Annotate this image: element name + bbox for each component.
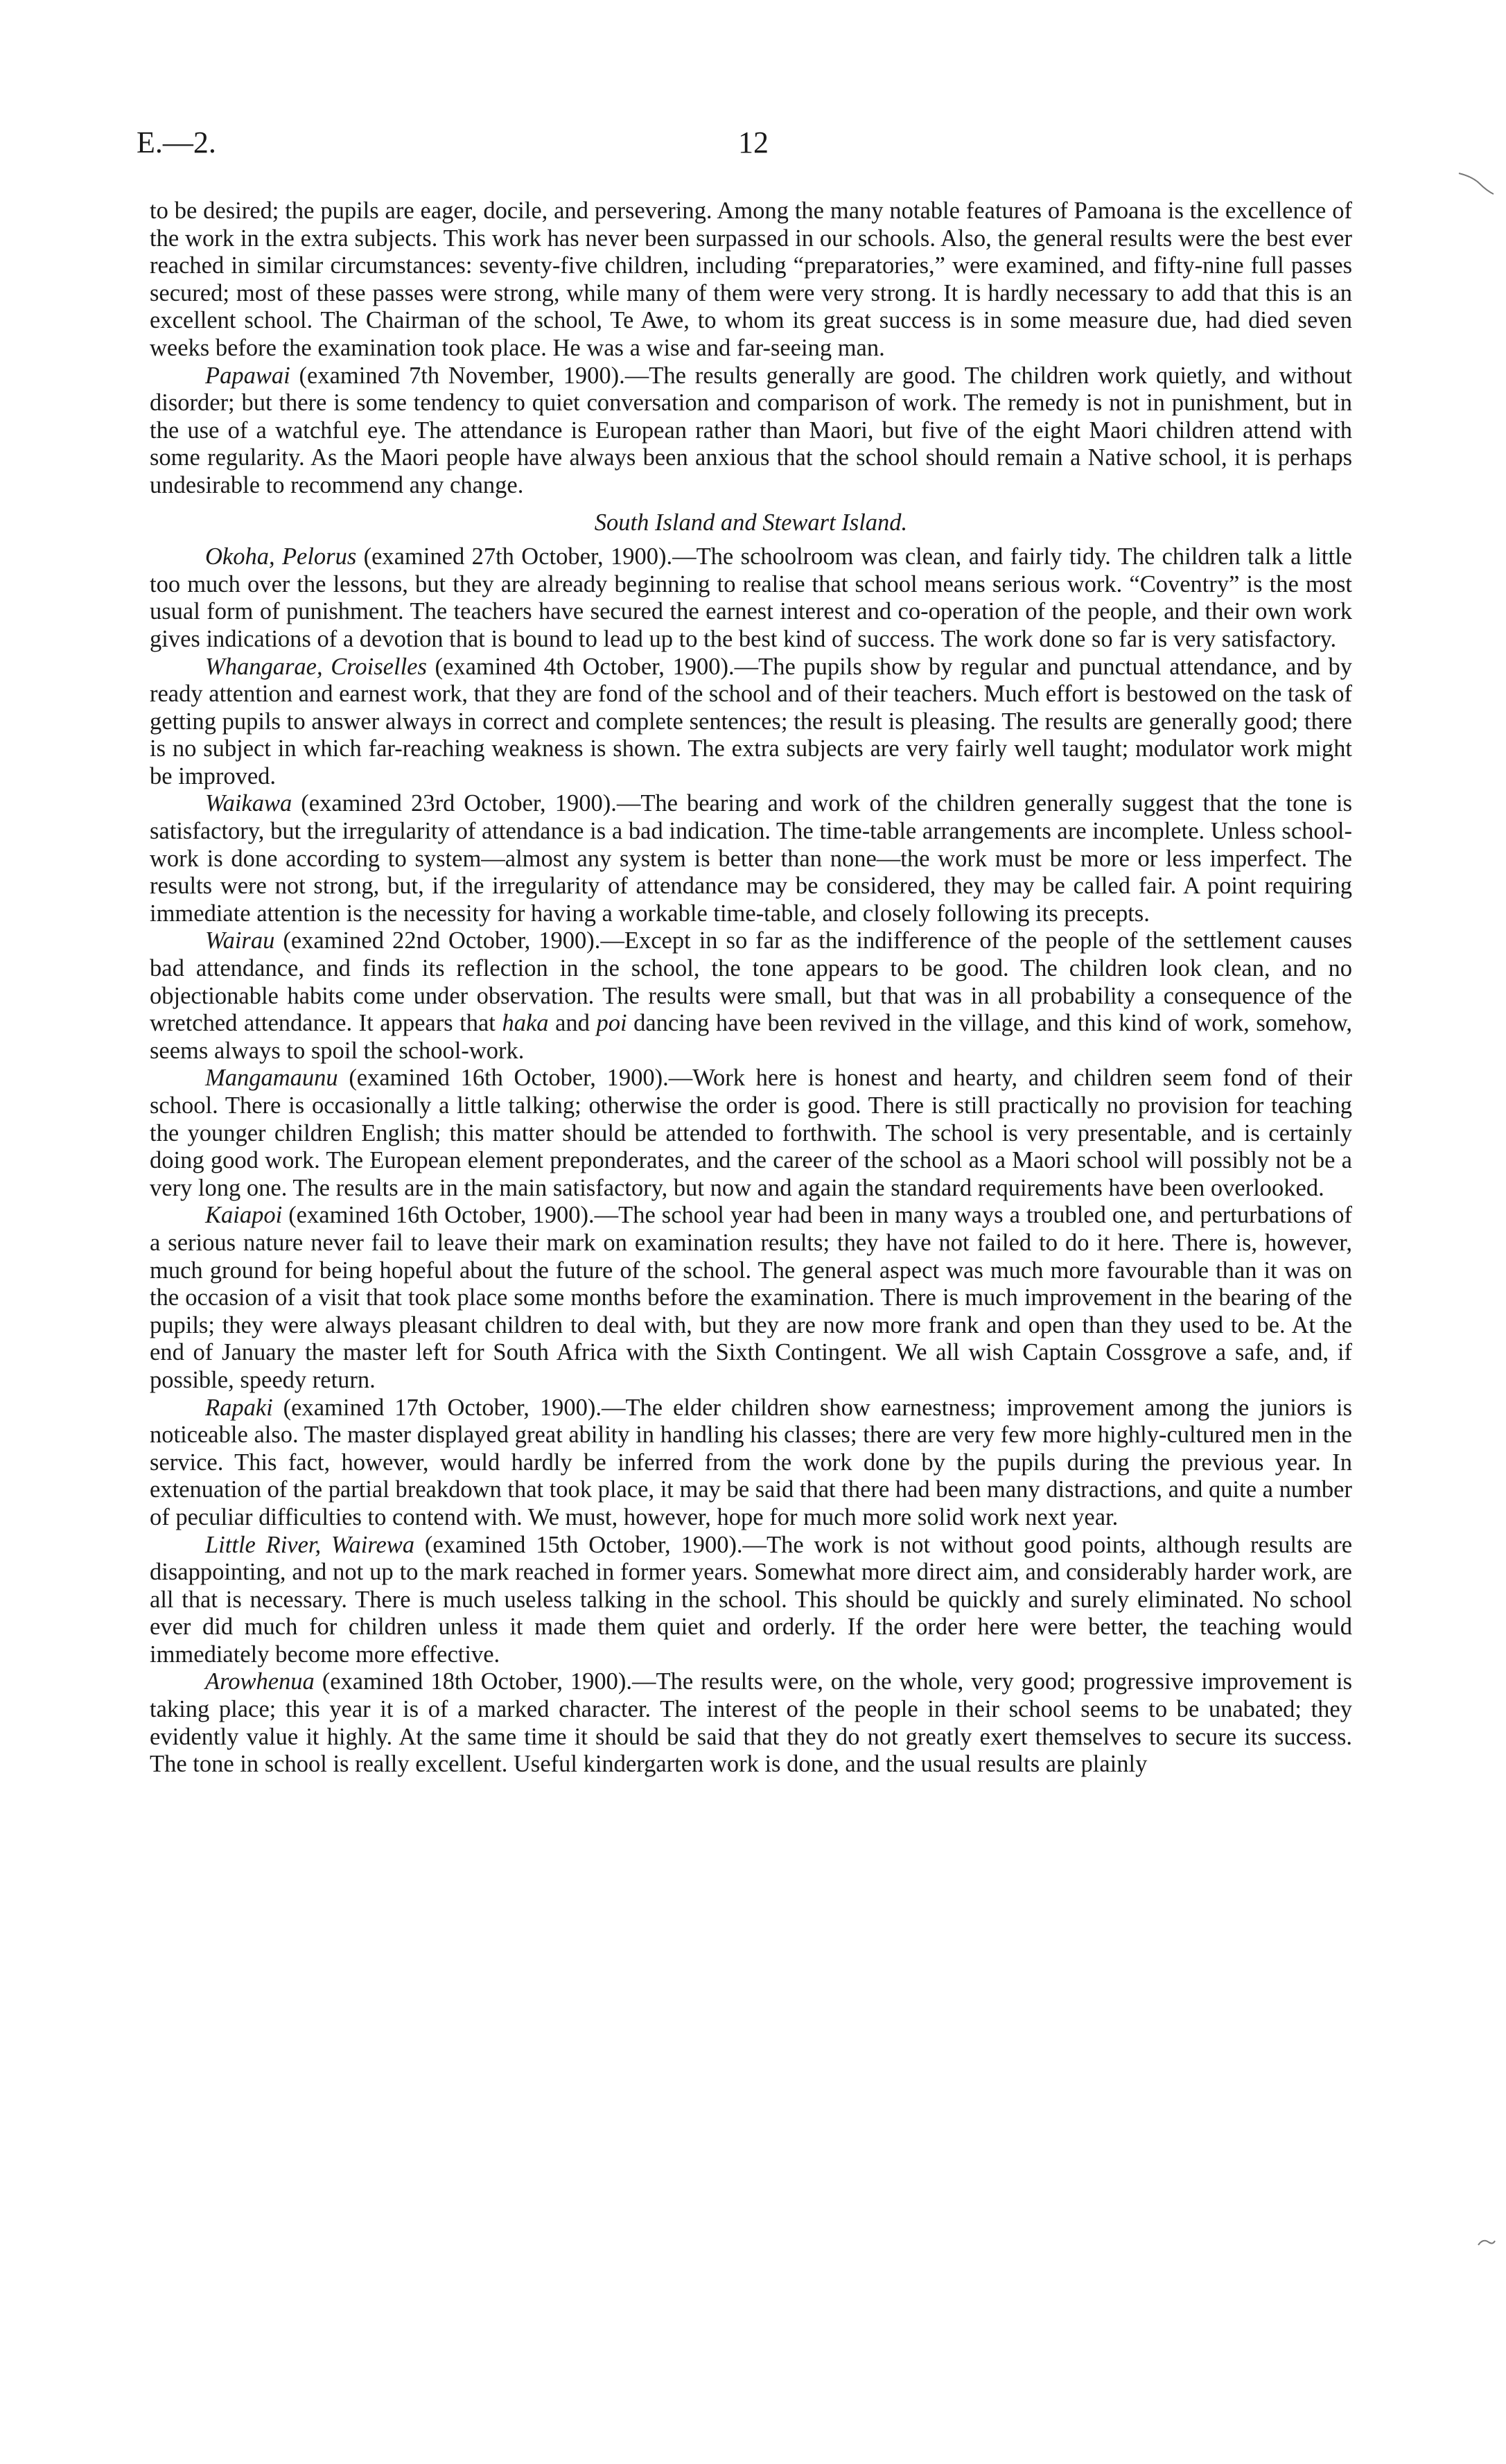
paragraph-text: (examined 4th October, 1900).—The pupils show by regular and punctual attendance, and by ready attention and earnest work, that they are fond of the school and of their teachers. Much effort is bestowed on the task of getting pupils to answer always in correct and complete sentences; the result is pleasing. The results are generally good; there is no subject in which far-reaching weakness is shown. The extra subjects are very fairly well taught; modulator work might be improved. [150, 653, 1352, 789]
paragraph-okoha [150, 543, 1352, 653]
paragraph-text: (examined 22nd October, 1900).—Except in so far as the indifference of the people of the settlement causes bad attendance, and finds its reflection in the school, the tone appears to be good. The children look clean, and no objectionable habits come under observation. The results were small, but that was in all probability a consequence of the wretched attendance. It appears that [150, 927, 1352, 1037]
paragraph-wairau [150, 927, 1352, 1065]
paragraph-text: (examined 15th October, 1900).—The work is not without good points, although results are disappointing, and not up to the mark reached in former years. Somewhat more direct aim, and considerably harder work, are all that is necessary. There is much useless talking in the school. This should be quickly and surely eliminated. No school ever did much for children unless it made them quiet and orderly. If the order here were better, the teaching would immediately become more effective. [150, 1531, 1353, 1668]
school-name: Waikawa [205, 790, 292, 817]
school-name: Okoha, Pelorus [205, 543, 357, 570]
paragraph-text: (examined 7th November, 1900).—The results generally are good. The children work quietly, and without disorder; but there is some tendency to quiet conversation and comparison of work. The remedy is not in punishment, but in the use of a watchful eye. The attendance is European rather than Maori, but five of the eight Maori children attend with some regularity. As the Maori people have always been anxious that the school should remain a Native school, it is perhaps undesirable to recommend any change. [150, 362, 1352, 498]
paragraph-text: and [548, 1010, 597, 1037]
paragraph-arowhenua [150, 1668, 1352, 1778]
page-header [137, 125, 1370, 166]
paragraph-text: to be desired; the pupils are eager, docile, and persevering. Among the many notable features of Pamoana is the excellence of the work in the extra subjects. This work has never been surpassed in our schools. Also, the general results were the best ever reached in similar circumstances: seventy-five children, including “preparatories,” were examined, and fifty-nine full passes secured; most of these passes were strong, while many of them were very strong. It is hardly necessary to add that this is an excellent school. The Chairman of the school, Te Awe, to whom its great success is in some measure due, had died seven weeks before the examination took place. He was a wise and far-seeing man. [150, 198, 1352, 361]
school-name: Wairau [205, 927, 275, 954]
paragraph-text: (examined 18th October, 1900).—The results were, on the whole, very good; progressive improvement is taking place; this year it is of a marked character. The interest of the people in their school seems to be unabated; they evidently value it highly. At the same time it should be said that they do not greatly exert themselves to secure its success. The tone in school is really excellent. Useful kindergarten work is done, and the usual results are plainly [150, 1668, 1352, 1778]
paragraph-waikawa [150, 790, 1352, 927]
page-number: 12 [738, 125, 769, 159]
paragraph-mangamaunu [150, 1065, 1352, 1202]
paragraph-whangarae [150, 654, 1352, 791]
italic-term-poi: poi [596, 1010, 627, 1037]
paragraph-text: (examined 16th October, 1900).—The school year had been in many ways a troubled one, and perturbations of a serious nature never fail to leave their mark on examination results; they have not failed to do it here. There is, however, much ground for being hopeful about the future of the school. The general aspect was much more favourable than it was on the occasion of a visit that took place some months before the examination. There is much improvement in the bearing of the pupils; they were always pleasant children to deal with, but they are now more frank and open than they used to be. At the end of January the master left for South Africa with the Sixth Contingent. We all wish Captain Cossgrove a safe, and, if possible, speedy return. [150, 1202, 1352, 1393]
scan-mark-bottom-right [1476, 2235, 1497, 2249]
paragraph-text: dancing have been revived in the village, and this kind of work, somehow, seems always to spoil the school-work. [150, 1010, 1352, 1064]
section-heading: South Island and Stewart Island. [594, 509, 908, 536]
school-name: Papawai [205, 362, 290, 389]
school-name: Little River, Wairewa [205, 1531, 415, 1558]
paragraph-text: (examined 27th October, 1900).—The schoolroom was clean, and fairly tidy. The children talk a little too much over the lessons, but they are already beginning to realise that school means serious work. “Coventry” is the most usual form of punishment. The teachers have secured the earnest interest and co-operation of the people, and their own work gives indications of a devotion that is bound to lead up to the best kind of success. The work done so far is very satisfactory. [150, 543, 1352, 652]
paragraph-rapaki [150, 1395, 1352, 1532]
scan-mark-top-right [1455, 166, 1497, 201]
paragraph-little-river [150, 1532, 1352, 1669]
school-name: Whangarae, Croiselles [205, 653, 427, 680]
paragraph-kaiapoi [150, 1202, 1352, 1394]
school-name: Arowhenua [205, 1668, 315, 1695]
document-body [150, 198, 1352, 1779]
school-name: Mangamaunu [205, 1065, 338, 1092]
paragraph-papawai [150, 362, 1352, 500]
paragraph-text: (examined 16th October, 1900).—Work here is honest and hearty, and children seem fond of their school. There is occasionally a little talking; otherwise the order is good. There is still practically no provision for teaching the younger children English; this matter should be attended to forthwith. The school is very presentable, and is certainly doing good work. The European element preponderates, and the career of the school as a Maori school will possibly not be a very long one. The results are in the main satisfactory, but now and again the standard requirements have been overlooked. [150, 1065, 1352, 1201]
paragraph-text: (examined 17th October, 1900).—The elder children show earnestness; improvement among the juniors is noticeable also. The master displayed great ability in handling his classes; there are very few more highly-cultured men in the service. This fact, however, would hardly be inferred from the work done by the pupils during the previous year. In extenuation of the partial breakdown that took place, it may be said that there had been many distractions, and quite a number of peculiar difficulties to contend with. We must, however, hope for much more solid work next year. [150, 1394, 1352, 1530]
paragraph-text: (examined 23rd October, 1900).—The bearing and work of the children generally suggest that the tone is satisfactory, but the irregularity of attendance is a bad indication. The time-table arrangements are incomplete. Unless school-work is done according to system—almost any system is better than none—the work must be more or less imperfect. The results were not strong, but, if the irregularity of attendance may be considered, they may be called fair. A point requiring immediate attention is the necessity for having a workable time-table, and closely following its precepts. [150, 790, 1352, 927]
school-name: Rapaki [205, 1394, 273, 1421]
italic-term-haka: haka [502, 1010, 549, 1037]
school-name: Kaiapoi [205, 1202, 283, 1229]
paragraph-pamoana-continuation [150, 198, 1352, 362]
parliamentary-paper-reference: E.—2. [137, 125, 216, 159]
